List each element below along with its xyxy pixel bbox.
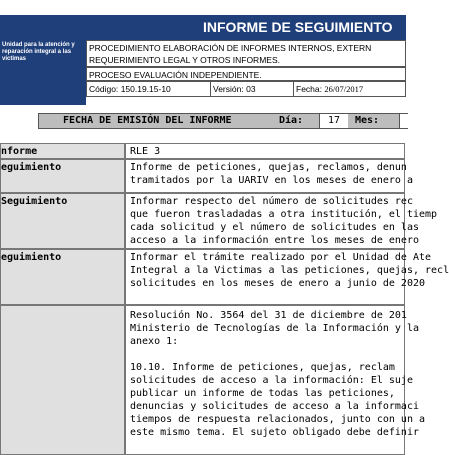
row-label [1, 306, 124, 307]
process-name: PROCESO EVALUACIÓN INDEPENDIENTE. [86, 67, 406, 81]
row-value-line: solicitudes de acceso a la información: El suje [130, 375, 413, 386]
logo-text: Unidad para la atención y reparación integral a las víctimas [2, 42, 75, 62]
row-value-line: Integral a la Victimas a las peticiones, quejas, recl [130, 265, 449, 276]
row-value-line: Informar respecto del número de solicitudes rec [130, 196, 413, 207]
row-label-cell [0, 249, 125, 305]
day-value: 17 [319, 114, 348, 128]
row-label-cell [0, 193, 125, 249]
row-value-line: cada solicitud y el número de solicitudes en las [130, 222, 419, 233]
row-value-line: Ministerio de Tecnologías de la Información y la [130, 323, 419, 334]
row-value-cell [125, 305, 426, 455]
date-cell: Fecha: 26/07/2017 [296, 84, 364, 94]
day-label: Día: [279, 115, 304, 126]
row-value-line: anexo 1: [130, 336, 179, 347]
row-value-line: acceso a la información entre los meses de enero [130, 235, 419, 246]
row-value-line: que fueron trasladadas a otra institución, el tiemp [130, 209, 438, 220]
month-label: Mes: [355, 115, 380, 126]
row-value-line: Resolución No. 3564 del 31 de diciembre de 201 [130, 310, 407, 321]
row-value-line: Informar el trámite realizado por el Unidad de Ate [130, 252, 432, 263]
row-label: nforme [1, 146, 38, 157]
row-value-line: tramitados por la UARIV en los meses de enero a [130, 175, 413, 186]
row-label-cell [0, 305, 125, 455]
row-value-cell [125, 193, 438, 249]
row-value-line: tiempos de respuesta relacionados, junto con un a [130, 414, 426, 425]
row-value-line: este mismo tema. El sujeto obligado debe definir [130, 427, 419, 438]
emission-label: FECHA DE EMISIÓN DEL INFORME [63, 115, 232, 126]
row-value-line: 10.10. Informe de peticiones, quejas, reclam [130, 362, 395, 373]
row-label: eguimiento [1, 162, 62, 173]
row-value-line: RLE 3 [130, 146, 161, 157]
row-value-line: Informe de peticiones, quejas, reclamos, denun [130, 162, 407, 173]
row-value-cell [125, 159, 413, 193]
procedure-name: PROCEDIMIENTO ELABORACIÓN DE INFORMES INTERNOS, EXTERN REQUERIMIENTO LEGAL Y OTROS INFORMES. [86, 40, 406, 67]
row-value-cell [125, 143, 405, 159]
document-title: INFORME DE SEGUIMIENTO [86, 15, 406, 40]
row-value-line [130, 348, 404, 361]
row-label-cell [0, 159, 125, 193]
version-cell: Versión: 03 [211, 82, 294, 96]
code-cell: Código: 150.19.15-10 [87, 82, 211, 96]
row-value-cell [125, 249, 449, 305]
row-value-line: denuncias y solicitudes de acceso a la informaci [130, 401, 419, 412]
row-value-line: solicitudes en los meses de enero a junio de 2020 [130, 278, 426, 289]
month-value [399, 114, 412, 128]
document-control-row [86, 81, 406, 97]
row-label: Seguimiento [1, 196, 68, 207]
emission-date-bar [38, 113, 408, 129]
row-label: eguimiento [1, 252, 62, 263]
row-label-cell [0, 143, 125, 159]
row-value-line: publicar un informe de todas las peticiones, [130, 388, 395, 399]
